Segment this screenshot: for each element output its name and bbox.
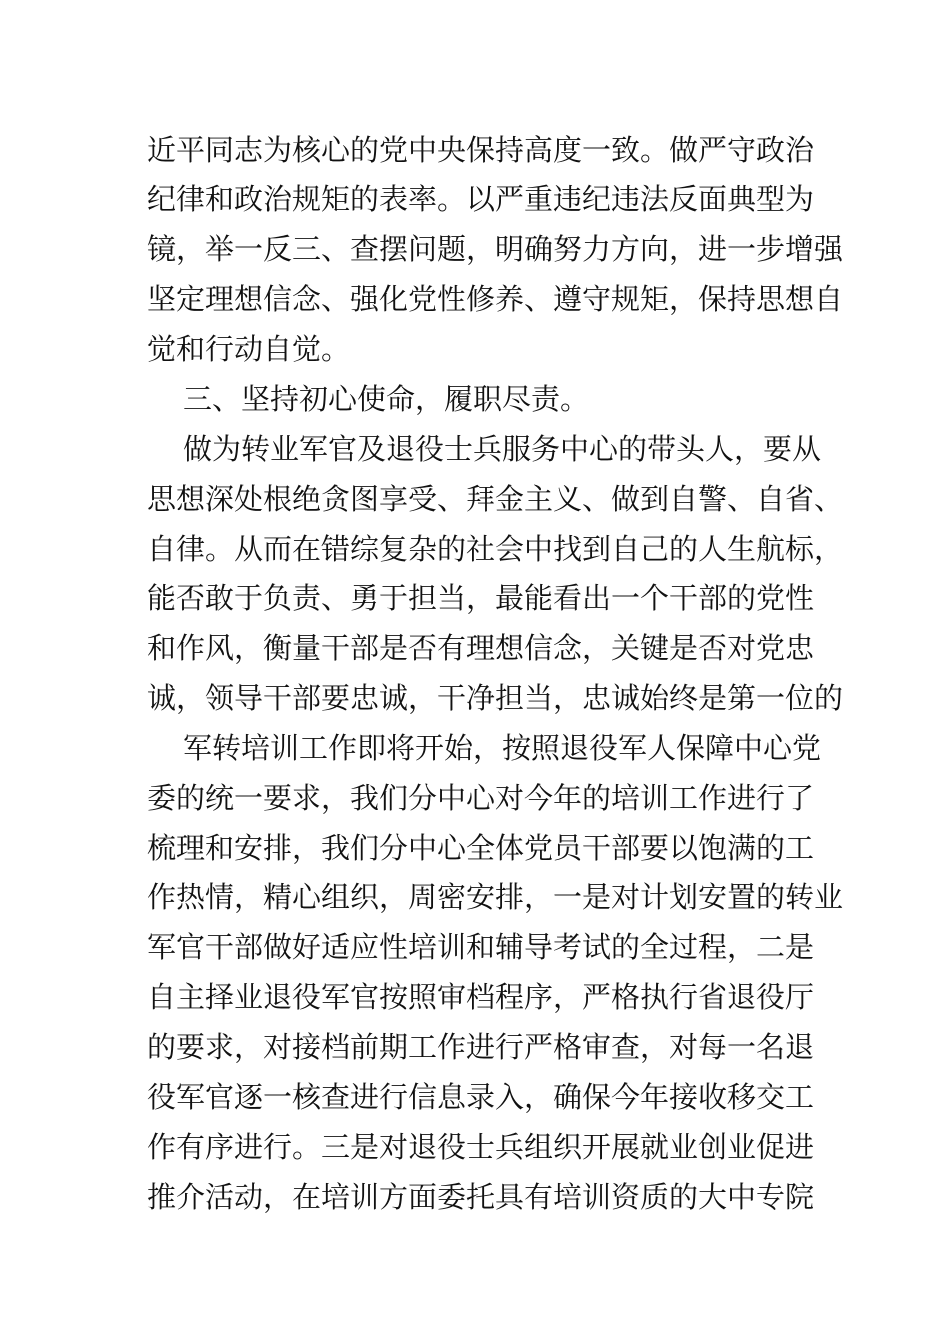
text-line: 坚定理想信念、强化党性修养、遵守规矩，保持思想自 — [147, 282, 844, 316]
text-line: 军官干部做好适应性培训和辅导考试的全过程，二是 — [147, 930, 815, 964]
section-heading: 三、坚持初心使命，履职尽责。 — [183, 382, 590, 416]
text-line: 役军官逐一核查进行信息录入，确保今年接收移交工 — [147, 1080, 815, 1114]
text-line: 自主择业退役军官按照审档程序，严格执行省退役厅 — [147, 980, 815, 1014]
text-line: 和作风，衡量干部是否有理想信念，关键是否对党忠 — [147, 631, 815, 665]
text-line: 思想深处根绝贪图享受、拜金主义、做到自警、自省、 — [147, 482, 844, 516]
text-line: 军转培训工作即将开始，按照退役军人保障中心党 — [183, 731, 822, 765]
text-line: 近平同志为核心的党中央保持高度一致。做严守政治 — [147, 133, 815, 167]
text-line: 的要求，对接档前期工作进行严格审查，对每一名退 — [147, 1030, 815, 1064]
text-line: 自律。从而在错综复杂的社会中找到自己的人生航标， — [147, 532, 844, 566]
text-line: 能否敢于负责、勇于担当，最能看出一个干部的党性 — [147, 581, 815, 615]
text-line: 觉和行动自觉。 — [147, 332, 351, 366]
text-line: 作有序进行。三是对退役士兵组织开展就业创业促进 — [147, 1130, 815, 1164]
text-line: 梳理和安排，我们分中心全体党员干部要以饱满的工 — [147, 831, 815, 865]
text-line: 推介活动，在培训方面委托具有培训资质的大中专院 — [147, 1180, 815, 1214]
text-line: 作热情，精心组织，周密安排，一是对计划安置的转业 — [147, 880, 844, 914]
text-line: 镜，举一反三、查摆问题，明确努力方向，进一步增强 — [147, 232, 844, 266]
text-line: 做为转业军官及退役士兵服务中心的带头人，要从 — [183, 432, 822, 466]
text-line: 诚，领导干部要忠诚，干净担当，忠诚始终是第一位的 — [147, 681, 844, 715]
text-line: 委的统一要求，我们分中心对今年的培训工作进行了 — [147, 781, 815, 815]
text-line: 纪律和政治规矩的表率。以严重违纪违法反面典型为 — [147, 182, 815, 216]
